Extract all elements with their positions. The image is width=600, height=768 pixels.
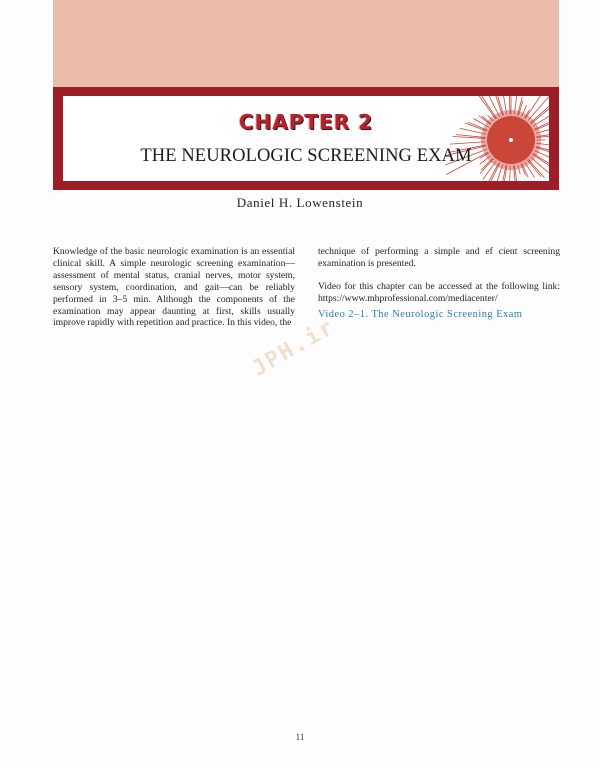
- continuation-paragraph: technique of performing a simple and ef cient screening examination is presented.: [318, 246, 560, 269]
- body-column-right: [318, 246, 560, 321]
- ink-splat-icon: [443, 96, 549, 181]
- body-column-left: [53, 246, 295, 329]
- top-color-band: [53, 0, 559, 87]
- chapter-banner-panel: [63, 96, 549, 181]
- video-access-paragraph: Video for this chapter can be accessed at the following link: https://www.mhprofessional.com/mediacenter/: [318, 280, 560, 304]
- chapter-label: CHAPTER 2: [238, 110, 374, 134]
- chapter-title: THE NEUROLOGIC SCREENING EXAM: [140, 146, 472, 166]
- watermark: JPH.ir: [248, 314, 340, 382]
- chapter-banner: [53, 87, 559, 190]
- page-number: 11: [295, 732, 305, 742]
- intro-paragraph: Knowledge of the basic neurologic examination is an essential clinical skill. A simple neurologic screening examination—assessment of mental status, cranial nerves, motor system, sensory system, coordination, and gait—can be reliably performed in 3–5 min. Although the components of the examination may appear daunting at first, skills usually improve rapidly with repetition and practice. In this video, the: [53, 246, 295, 329]
- video-link[interactable]: Video 2–1. The Neurologic Screening Exam: [318, 308, 523, 320]
- author-name: Daniel H. Lowenstein: [236, 195, 364, 210]
